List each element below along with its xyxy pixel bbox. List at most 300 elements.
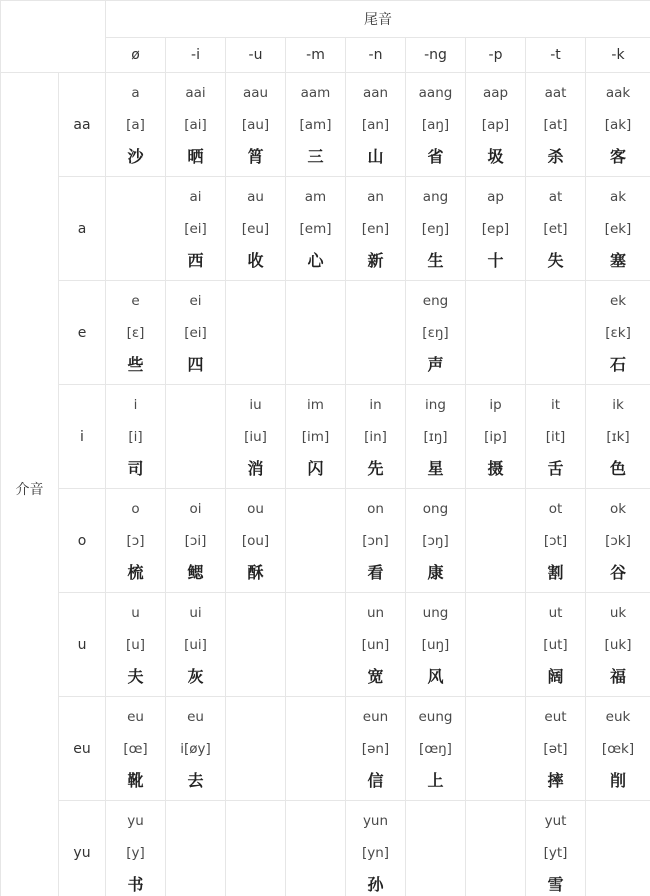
final-cell-content (526, 593, 585, 696)
final-romanization: aai (185, 84, 206, 101)
final-cell-content (526, 489, 585, 592)
final-cell-content (346, 385, 405, 488)
final-cell (226, 73, 286, 177)
final-romanization: ik (612, 396, 624, 413)
example-character: 阔 (547, 666, 564, 686)
final-cell-content (586, 697, 650, 800)
final-cell (466, 73, 526, 177)
final-ipa: [uŋ] (421, 636, 450, 653)
final-romanization: at (548, 188, 563, 205)
final-ipa: [an] (361, 116, 390, 133)
final-romanization: eu (187, 708, 204, 725)
example-character: 十 (487, 250, 504, 270)
final-ipa: [ep] (481, 220, 510, 237)
final-romanization: ot (548, 500, 563, 517)
final-romanization: aan (362, 84, 389, 101)
final-romanization: ong (422, 500, 449, 517)
final-cell (286, 385, 346, 489)
empty-cell (466, 801, 526, 896)
final-cell (586, 385, 650, 489)
final-romanization: a (131, 84, 140, 101)
final-ipa: [œŋ] (419, 740, 452, 757)
final-cell-content (406, 73, 465, 176)
final-romanization: eut (544, 708, 567, 725)
final-cell (226, 385, 286, 489)
final-romanization: oi (189, 500, 202, 517)
final-ipa: [ap] (481, 116, 510, 133)
final-romanization: aak (605, 84, 631, 101)
final-ipa: [ui] (184, 636, 207, 653)
empty-cell (286, 281, 346, 385)
example-character: 康 (427, 562, 444, 582)
final-ipa: [ɔt] (543, 532, 568, 549)
final-romanization: u (131, 604, 140, 621)
final-cell-content (526, 73, 585, 176)
final-cell-content (226, 489, 285, 592)
final-cell-content (586, 385, 650, 488)
final-cell (346, 801, 406, 896)
table-row (1, 593, 650, 697)
example-character: 杀 (547, 146, 564, 166)
table-row (1, 385, 650, 489)
empty-cell (286, 801, 346, 896)
table-row (1, 697, 650, 801)
final-romanization: aap (482, 84, 509, 101)
final-cell (406, 697, 466, 801)
final-cell (166, 177, 226, 281)
example-character: 削 (610, 770, 627, 790)
final-cell (406, 281, 466, 385)
column-header: -t (526, 38, 586, 73)
final-romanization: ap (487, 188, 504, 205)
example-character: 割 (547, 562, 564, 582)
final-cell (586, 73, 650, 177)
final-cell (166, 281, 226, 385)
final-romanization: on (367, 500, 384, 517)
empty-cell (466, 697, 526, 801)
final-romanization: ip (489, 396, 502, 413)
row-medial-label: a (59, 177, 106, 281)
final-cell (586, 177, 650, 281)
empty-cell (226, 593, 286, 697)
final-cell-content (346, 801, 405, 896)
final-ipa: [ɪk] (606, 428, 630, 445)
final-ipa: [ou] (241, 532, 270, 549)
table-row (1, 177, 650, 281)
final-ipa: [au] (241, 116, 270, 133)
column-header: -i (166, 38, 226, 73)
table-body (1, 73, 650, 896)
example-character: 筲 (247, 146, 264, 166)
final-romanization: ok (609, 500, 627, 517)
final-cell (166, 697, 226, 801)
example-character: 靴 (127, 770, 144, 790)
final-ipa: [ip] (484, 428, 507, 445)
final-ipa: [œk] (601, 740, 635, 757)
final-romanization: ou (247, 500, 264, 517)
final-cell (586, 593, 650, 697)
final-cell-content (526, 177, 585, 280)
final-cell (166, 593, 226, 697)
final-cell-content (106, 73, 165, 176)
final-cell-content (166, 73, 225, 176)
empty-cell (166, 801, 226, 896)
final-romanization: yu (127, 812, 144, 829)
row-medial-label: eu (59, 697, 106, 801)
final-ipa: [i] (128, 428, 143, 445)
final-romanization: ak (609, 188, 627, 205)
final-ipa: [ɔk] (605, 532, 631, 549)
final-cell (106, 593, 166, 697)
final-cell-content (286, 385, 345, 488)
example-character: 谷 (610, 562, 627, 582)
final-ipa: [eu] (241, 220, 270, 237)
final-cell-content (226, 177, 285, 280)
final-cell-content (586, 73, 650, 176)
final-cell-content (466, 177, 525, 280)
final-cell-content (346, 177, 405, 280)
final-cell (346, 73, 406, 177)
example-character: 星 (427, 458, 444, 478)
example-character: 风 (427, 666, 444, 686)
empty-cell (166, 385, 226, 489)
final-ipa: [at] (543, 116, 568, 133)
final-cell (406, 593, 466, 697)
final-ipa: [aŋ] (421, 116, 450, 133)
example-character: 宽 (367, 666, 384, 686)
final-ipa: i[øy] (180, 740, 211, 757)
final-cell-content (166, 177, 225, 280)
example-character: 夫 (127, 666, 144, 686)
final-cell-content (106, 697, 165, 800)
final-cell-content (166, 697, 225, 800)
empty-cell (586, 801, 650, 896)
example-character: 看 (367, 562, 384, 582)
final-cell-content (226, 385, 285, 488)
final-romanization: ung (422, 604, 449, 621)
final-ipa: [œ] (123, 740, 148, 757)
example-character: 摄 (487, 458, 504, 478)
final-cell-content (106, 593, 165, 696)
empty-cell (226, 697, 286, 801)
final-cell (226, 177, 286, 281)
example-character: 失 (547, 250, 564, 270)
final-romanization: an (367, 188, 384, 205)
final-ipa: [y] (126, 844, 145, 861)
example-character: 雪 (547, 874, 564, 894)
final-romanization: ei (189, 292, 202, 309)
empty-cell (106, 177, 166, 281)
medial-label: 介音 (1, 73, 59, 896)
final-cell-content (526, 801, 585, 896)
final-romanization: au (247, 188, 264, 205)
final-cell (526, 489, 586, 593)
final-romanization: i (133, 396, 138, 413)
final-cell (526, 697, 586, 801)
final-ipa: [iu] (244, 428, 267, 445)
example-character: 梳 (127, 562, 144, 582)
table-row (1, 801, 650, 896)
final-ipa: [ɔi] (184, 532, 207, 549)
final-romanization: eung (418, 708, 453, 725)
final-cell-content (286, 177, 345, 280)
column-header: -k (586, 38, 650, 73)
table-header-title: 尾音 (106, 1, 650, 38)
final-romanization: in (369, 396, 382, 413)
final-ipa: [im] (301, 428, 330, 445)
example-character: 三 (307, 146, 324, 166)
empty-cell (466, 489, 526, 593)
final-cell-content (166, 593, 225, 696)
example-character: 先 (367, 458, 384, 478)
column-header: -n (346, 38, 406, 73)
final-cell (286, 177, 346, 281)
example-character: 声 (427, 354, 444, 374)
final-cell (346, 385, 406, 489)
final-cell-content (106, 385, 165, 488)
final-romanization: ut (548, 604, 563, 621)
final-ipa: [et] (543, 220, 568, 237)
final-cell (106, 385, 166, 489)
example-character: 四 (187, 354, 204, 374)
example-character: 石 (610, 354, 627, 374)
empty-cell (346, 281, 406, 385)
final-cell-content (406, 697, 465, 800)
final-cell-content (406, 489, 465, 592)
final-cell-content (406, 593, 465, 696)
empty-cell (526, 281, 586, 385)
final-romanization: aat (544, 84, 567, 101)
example-character: 山 (367, 146, 384, 166)
final-romanization: ek (609, 292, 627, 309)
final-romanization: ang (422, 188, 449, 205)
final-cell-content (106, 801, 165, 896)
final-ipa: [u] (125, 636, 146, 653)
final-cell-content (166, 489, 225, 592)
row-medial-label: yu (59, 801, 106, 896)
final-ipa: [am] (299, 116, 332, 133)
empty-cell (286, 697, 346, 801)
final-ipa: [ek] (604, 220, 632, 237)
final-ipa: [yn] (361, 844, 390, 861)
example-character: 闪 (307, 458, 324, 478)
column-header: ø (106, 38, 166, 73)
example-character: 新 (367, 250, 384, 270)
example-character: 圾 (487, 146, 504, 166)
final-ipa: [ei] (184, 324, 207, 341)
final-ipa: [eŋ] (421, 220, 450, 237)
final-romanization: o (131, 500, 140, 517)
final-cell (586, 281, 650, 385)
final-ipa: [ɪŋ] (423, 428, 448, 445)
example-character: 生 (427, 250, 444, 270)
final-romanization: aau (242, 84, 269, 101)
example-character: 书 (127, 874, 144, 894)
example-character: 孙 (367, 874, 384, 894)
final-cell (106, 489, 166, 593)
example-character: 鳃 (187, 562, 204, 582)
empty-cell (226, 281, 286, 385)
final-ipa: [in] (364, 428, 387, 445)
final-cell-content (406, 281, 465, 384)
final-cell-content (466, 73, 525, 176)
final-cell (526, 801, 586, 896)
example-character: 西 (187, 250, 204, 270)
final-romanization: uk (609, 604, 627, 621)
final-romanization: ing (425, 396, 446, 413)
example-character: 省 (427, 146, 444, 166)
final-ipa: [ak] (604, 116, 632, 133)
final-cell-content (346, 593, 405, 696)
final-cell (466, 177, 526, 281)
final-romanization: ai (189, 188, 202, 205)
column-header: -p (466, 38, 526, 73)
corner-blank (1, 1, 106, 73)
row-medial-label: o (59, 489, 106, 593)
example-character: 色 (610, 458, 627, 478)
example-character: 福 (610, 666, 627, 686)
example-character: 摔 (547, 770, 564, 790)
example-character: 去 (187, 770, 204, 790)
final-cell-content (526, 385, 585, 488)
final-ipa: [ɛ] (126, 324, 145, 341)
final-cell (526, 385, 586, 489)
table-row (1, 73, 650, 177)
final-cell-content (586, 489, 650, 592)
final-cell-content (106, 489, 165, 592)
final-cell-content (346, 697, 405, 800)
final-cell (406, 73, 466, 177)
final-ipa: [a] (126, 116, 145, 133)
final-romanization: am (304, 188, 327, 205)
final-ipa: [ət] (543, 740, 568, 757)
row-medial-label: i (59, 385, 106, 489)
final-cell-content (346, 489, 405, 592)
final-romanization: iu (249, 396, 262, 413)
final-cell (346, 489, 406, 593)
final-cell (166, 73, 226, 177)
row-medial-label: u (59, 593, 106, 697)
column-header: -m (286, 38, 346, 73)
example-character: 心 (307, 250, 324, 270)
example-character: 灰 (187, 666, 204, 686)
final-romanization: aang (418, 84, 453, 101)
final-cell (106, 801, 166, 896)
example-character: 消 (247, 458, 264, 478)
final-ipa: [ɛk] (605, 324, 631, 341)
empty-cell (286, 489, 346, 593)
final-cell (226, 489, 286, 593)
final-romanization: yun (362, 812, 389, 829)
example-character: 客 (610, 146, 627, 166)
example-character: 塞 (610, 250, 627, 270)
final-cell (406, 385, 466, 489)
final-ipa: [ən] (361, 740, 390, 757)
example-character: 上 (427, 770, 444, 790)
final-cell (526, 73, 586, 177)
final-ipa: [yt] (543, 844, 568, 861)
final-romanization: im (307, 396, 324, 413)
final-cell (406, 489, 466, 593)
empty-cell (466, 281, 526, 385)
final-cell-content (466, 385, 525, 488)
final-ipa: [em] (299, 220, 332, 237)
final-romanization: eun (362, 708, 389, 725)
final-ipa: [ɛŋ] (422, 324, 449, 341)
final-cell-content (346, 73, 405, 176)
example-character: 些 (127, 354, 144, 374)
final-cell-content (406, 385, 465, 488)
final-ipa: [ei] (184, 220, 207, 237)
example-character: 信 (367, 770, 384, 790)
final-romanization: yut (544, 812, 567, 829)
row-medial-label: aa (59, 73, 106, 177)
final-ipa: [uk] (604, 636, 632, 653)
empty-cell (226, 801, 286, 896)
empty-cell (406, 801, 466, 896)
final-cell-content (586, 177, 650, 280)
final-cell (586, 489, 650, 593)
column-header: -u (226, 38, 286, 73)
example-character: 沙 (127, 146, 144, 166)
example-character: 司 (127, 458, 144, 478)
final-cell-content (406, 177, 465, 280)
example-character: 酥 (247, 562, 264, 582)
final-cell-content (106, 281, 165, 384)
final-cell-content (526, 697, 585, 800)
final-romanization: eng (422, 292, 449, 309)
final-cell (526, 593, 586, 697)
table-row (1, 281, 650, 385)
final-ipa: [en] (361, 220, 390, 237)
final-ipa: [ai] (184, 116, 207, 133)
row-medial-label: e (59, 281, 106, 385)
final-romanization: aam (300, 84, 331, 101)
final-cell (106, 281, 166, 385)
final-ipa: [ɔ] (126, 532, 145, 549)
final-cell (346, 593, 406, 697)
example-character: 舌 (547, 458, 564, 478)
final-cell (286, 73, 346, 177)
final-romanization: e (131, 292, 140, 309)
final-cell-content (166, 281, 225, 384)
final-cell-content (586, 281, 650, 384)
final-cell (526, 177, 586, 281)
final-ipa: [ut] (543, 636, 568, 653)
final-cell (586, 697, 650, 801)
final-romanization: eu (127, 708, 144, 725)
final-ipa: [un] (361, 636, 390, 653)
final-romanization: un (366, 604, 385, 621)
final-cell (106, 697, 166, 801)
example-character: 收 (247, 250, 264, 270)
final-ipa: [ɔn] (362, 532, 389, 549)
final-romanization: euk (605, 708, 631, 725)
final-cell (346, 697, 406, 801)
final-cell (406, 177, 466, 281)
column-header: -ng (406, 38, 466, 73)
final-cell-content (286, 73, 345, 176)
final-cell (466, 385, 526, 489)
table-row (1, 489, 650, 593)
final-romanization: ui (189, 604, 202, 621)
final-cell-content (586, 593, 650, 696)
empty-cell (466, 593, 526, 697)
empty-cell (286, 593, 346, 697)
final-cell-content (226, 73, 285, 176)
final-cell (166, 489, 226, 593)
final-ipa: [ɔŋ] (422, 532, 449, 549)
